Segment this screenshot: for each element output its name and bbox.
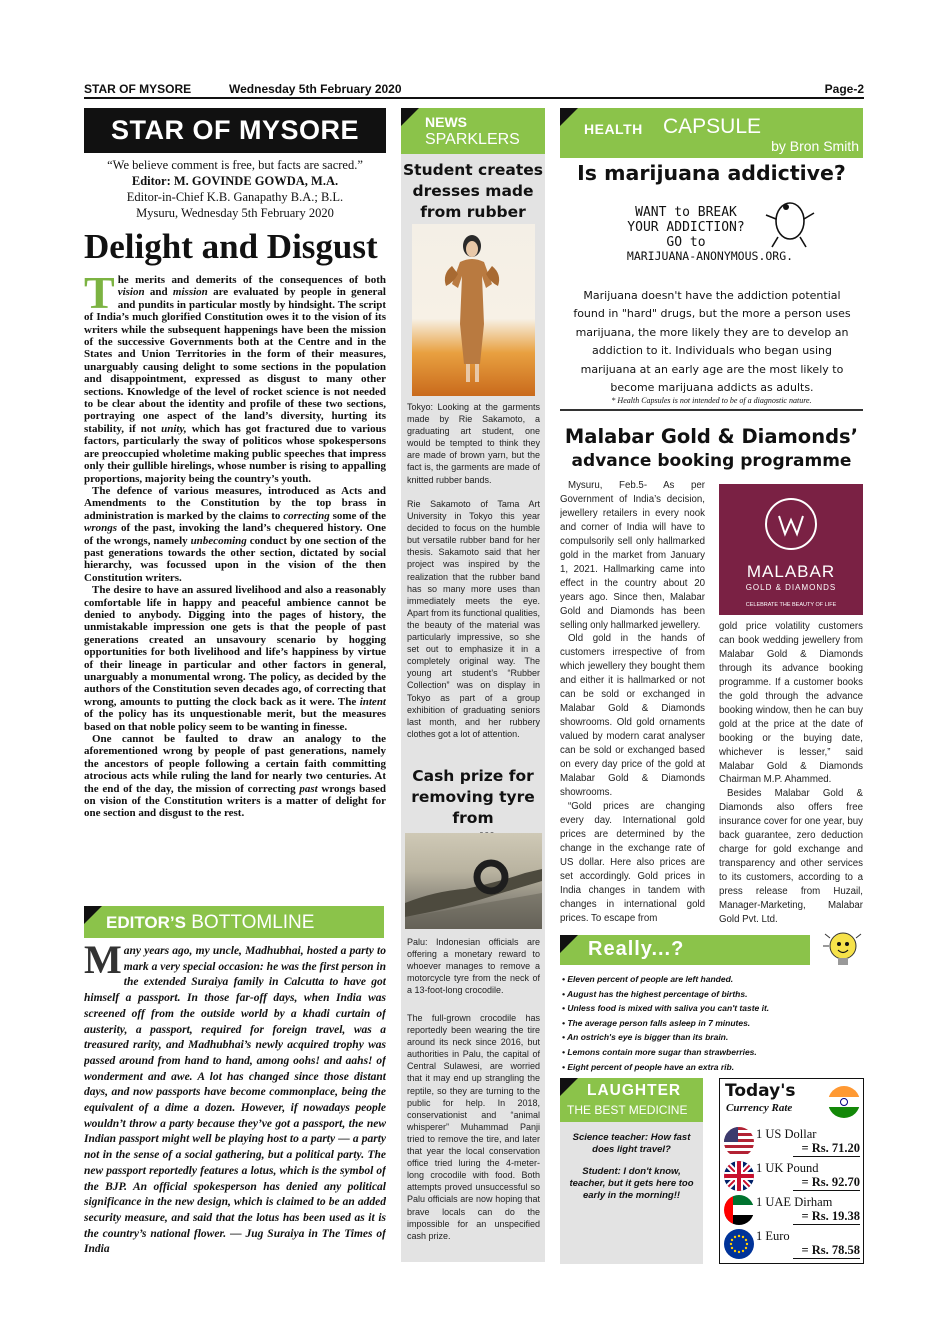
- fact-item: • Unless food is mixed with saliva you can't taste it.: [562, 1001, 862, 1016]
- currency-name: 1 Euro: [756, 1229, 790, 1243]
- headline-line-2: advance booking programme: [571, 451, 852, 471]
- uae-flag-icon: [724, 1195, 754, 1225]
- page-header: [84, 79, 864, 99]
- fact-item: • Eight percent of people have an extra rib.: [562, 1060, 862, 1075]
- masthead-info: [84, 157, 386, 221]
- header-page-number: Page-2: [824, 82, 864, 96]
- bottomline-dropcap: M: [84, 944, 122, 982]
- joke-text: [564, 1132, 699, 1202]
- fact-item: • August has the highest percentage of births.: [562, 987, 862, 1002]
- banner-label-top: LAUGHTER: [587, 1082, 682, 1099]
- malabar-logo: [719, 484, 863, 615]
- corner-mark-icon: [84, 906, 102, 924]
- laughter-banner: [560, 1078, 703, 1122]
- facts-list: [562, 972, 862, 1074]
- health-cartoon: [600, 191, 820, 283]
- rate-row-eur: [722, 1228, 862, 1262]
- header-date: Wednesday 5th February 2020: [229, 82, 402, 96]
- banner-label-bold: HEALTH: [584, 121, 643, 137]
- lightbulb-icon: [815, 928, 865, 970]
- banner-label-bottom: SPARKLERS: [425, 131, 520, 148]
- cartoon-line: GO to: [666, 235, 706, 250]
- corner-mark-icon: [560, 1078, 578, 1096]
- article-paragraph: Old gold in the hands of customers irrespective of from which jewellery they bought them and either it is hallmarked or not can be sold or exchanged in Malabar Gold & Diamonds showrooms. Old gold ornaments valued by modern carat analyser can be sold or exchanged based on every day price of the gold at Malabar Gold & Diamonds showrooms.: [560, 633, 705, 798]
- currency-value: = Rs. 78.58: [793, 1243, 860, 1259]
- rate-row-gbp: [722, 1160, 862, 1194]
- rate-row-aed: [722, 1194, 862, 1228]
- editorial-body: [84, 274, 386, 896]
- banner-label-light: CAPSULE: [663, 115, 762, 138]
- editor-line: Editor: M. GOVINDE GOWDA, M.A.: [131, 174, 339, 188]
- uk-flag-icon: [724, 1161, 754, 1191]
- story-paragraph: The full-grown crocodile has reportedly been wearing the tire around its neck since 2016, but authorities in Palu, the capital of Central Sulawesi, are worried that it may end up strangling the reptile, so they are turning to the public for help. In 2018, conservationist and “animal whisperer” Muhammad Panji tried to remove the tire, and later that year the local conservation office tried luring the 4-meter-long crocodile with food. Both attempts proved unsuccessful so Palu officials are now hoping that brave locals can do the impossible for an unspecified cash prize.: [407, 1013, 540, 1241]
- editors-bottomline-banner: [84, 906, 384, 938]
- model-figure-icon: [412, 224, 535, 396]
- health-disclaimer: * Health Capsules is not intended to be of a diagnostic nature.: [611, 396, 812, 405]
- bottomline-text: Many years ago, my uncle, Madhubhai, hosted a party to mark a very special occasion: he was the first person in the extended Suraiya family in Calcutta to have got himself a passport. In those far-off days, when India was screened off from the outside world by a khadi curtain of austerity, a passport, required for foreign travel, was a treasured rarity, and Madhubhai’s newly acquired trophy was passed around from hand to hand, among oohs! and aahs! of wonderment and awe. A lot has changed since those distant days, and now passports have become commonplace, being the equivalent of a dime a dozen. However, if nowadays people wouldn’t throw a party because they’ve got a passport, the new Indian passport might well be playing host to a party — a party not in the sense of a social gathering, but a political party. The new passport reportedly features a lotus, which is the symbol of the BJP. An official spokesperson has denied any political significance in the new design, which is claimed to be an added security measure, and said that the lotus has been used as it is the country’s national flower. — Jug Suraiya in The Times of India: [84, 944, 386, 1256]
- joke-answer: Student: I don't know, teacher, but it gets here too early in the morning!!: [569, 1166, 694, 1201]
- cartoon-creature-icon: [760, 191, 820, 251]
- article-paragraph: Mysuru, Feb.5- As per Government of India’s decision, jewellery retailers in every nook and corner of India will have to compulsorily sell only hallmarked gold in the market from January 1, 2021. Hallmarking came into effect in the country about 20 years ago. Since then, Malabar Gold and Diamonds has been selling only hallmarked jewellery.: [560, 480, 705, 631]
- banner-label-top: NEWS: [425, 114, 467, 130]
- divider: [560, 409, 863, 411]
- us-flag-icon: [724, 1127, 754, 1157]
- eu-flag-icon: [724, 1229, 754, 1259]
- editorial-paragraph: The defence of various measures, introduced as Acts and Amendments to the Constitution by the top brass in administration is marked by the claims to correcting some of the wrongs of the past, invoking the land’s chequered history. One of the wrongs, namely unbecoming conduct by one section of the past generations towards the other section, dictated by social hierarchy, was focussed upon in the vision of the then Constitution writers.: [84, 484, 386, 584]
- article-paragraph: Besides Malabar Gold & Diamonds also offers free insurance cover for one year, buy back guarantee, zero deduction charge for gold exchange and transparency and other services to its customers, according to a press release from Huzail, Manager-Marketing, Malabar Gold Pvt. Ltd.: [719, 788, 863, 926]
- headline-line-1: Malabar Gold & Diamonds’: [564, 425, 859, 448]
- malabar-logo-sub: GOLD & DIAMONDS: [745, 583, 837, 592]
- editorial-paragraph: One cannot be faulted to draw an analogy to the aforementioned wrong by people of past generations, namely the ancestors of people following a certain faith committing atrocious acts while ruling the land for nearly two centuries. At the end of the day, the mission of correcting past wrongs based on vision of the Constitution writers is a matter of delight for one section and disgust to the rest.: [84, 733, 386, 820]
- rates-subtitle: Currency Rate: [726, 1102, 793, 1114]
- article-paragraph: gold price volatility customers can book wedding jewellery from Malabar Gold & Diamonds through its advance booking programme. If a customer books the gold through the advance booking window, then he can buy gold at the price at the date of booking or the buying date, whichever is lesser,” said Malabar Gold & Diamonds Chairman M.P. Ahammed.: [719, 621, 863, 786]
- corner-mark-icon: [401, 108, 419, 126]
- currency-name: 1 UK Pound: [756, 1161, 819, 1175]
- banner-label-bottom: THE BEST MEDICINE: [567, 1103, 688, 1117]
- story-paragraph: Rie Sakamoto of Tama Art University in Tokyo this year decided to focus on the humble but versatile rubber band for her thesis. Sakamoto said that her project was inspired by the realization that the rubber band has so many more uses than immediately meets the eye. Apart from its functional qualities, the beauty of the material was particularly impressive, so she set out to emphasize it in a completely original way. The young art student’s “Rubber Collection” was on display in Tokyo as part of a group exhibition of graduating seniors last month, and her rubbery clothes got a lot of attention.: [407, 499, 540, 739]
- health-byline: by Bron Smith: [771, 138, 859, 154]
- joke-question: Science teacher: How fast does light travel?: [572, 1132, 691, 1155]
- really-banner: [560, 935, 810, 965]
- article-paragraph: “Gold prices are changing every day. International gold prices are determined by the change in the exchange rate of US dollar. Here also prices are set accordingly. Gold prices in India changes in tandem with changes in international gold prices. To escape from: [560, 800, 705, 924]
- editorial-paragraph: The merits and demerits of the consequences of both vision and mission are evaluated by people in general and pundits in particular mostly by hindsight. The script of India’s much glorified Constitution owes it to the vision of its writers while the subsequent happenings have been the mission of the successive Governments both at the Centre and in the States and Union Territories in the form of their measures, unarguably causing delight to some sections in the population and disappointment, expressed as disgust to many other sections. Knowledge of the level of rocket science is not needed to be clear about the identity and profile of these two sections, portraying one aspect of the land’s diversity, hurting its stability, if not unity, which has got fractured due to various factors, particularly the sway of politicos whose spokespersons are preoccupied wholetime making public speeches that impress only their gullible hirelings, whose number is rising to appalling proportions, majority being the country’s youth.: [84, 274, 386, 485]
- malabar-column-1: [560, 479, 705, 931]
- editorial-dropcap: T: [84, 274, 115, 318]
- rubber-dress-photo: [412, 224, 535, 396]
- news-sparklers-banner: [401, 108, 545, 154]
- currency-value: = Rs. 71.20: [793, 1141, 860, 1157]
- header-paper-name: STAR OF MYSORE: [84, 82, 192, 96]
- banner-label-bold: EDITOR’S: [106, 913, 186, 932]
- banner-label-light: BOTTOMLINE: [185, 912, 315, 933]
- corner-mark-icon: [560, 108, 578, 126]
- corner-mark-icon: [560, 935, 578, 953]
- editorial-title: Delight and Disgust: [84, 227, 378, 266]
- cartoon-line: WANT to BREAK: [635, 205, 737, 220]
- story-headline: Cash prize for removing tyre from: [411, 767, 535, 827]
- crocodile-photo: [405, 833, 542, 929]
- cartoon-line: MARIJUANA-ANONYMOUS.ORG.: [626, 249, 794, 263]
- rates-title: Today's: [725, 1081, 796, 1101]
- health-capsule-banner: [560, 108, 863, 158]
- malabar-tagline: CELEBRATE THE BEAUTY OF LIFE: [745, 602, 837, 608]
- currency-name: 1 UAE Dirham: [756, 1195, 833, 1209]
- health-body: Marijuana doesn't have the addiction potential found in "hard" drugs, but the more a person uses marijuana, the more likely they are to develop an addiction to it. Individuals who began using marijuana at an early age are the most likely to become marijuana addicts as adults.: [573, 289, 851, 395]
- india-flag-icon: [828, 1086, 860, 1118]
- malabar-headline: [560, 424, 863, 474]
- story-headline: Student creates dresses made from rubber: [403, 161, 544, 221]
- masthead-logo: STAR OF MYSORE: [84, 108, 386, 153]
- malabar-logo-name: MALABAR: [746, 562, 836, 581]
- cartoon-line: YOUR ADDICTION?: [627, 220, 745, 235]
- fact-item: • An ostrich's eye is bigger than its brain.: [562, 1030, 862, 1045]
- story-paragraph: Palu: Indonesian officials are offering a monetary reward to whoever manages to remove a motorcycle tyre from the neck of a 13-foot-long crocodile.: [407, 937, 540, 996]
- fact-item: • Eleven percent of people are left handed.: [562, 972, 862, 987]
- fact-item: • The average person falls asleep in 7 minutes.: [562, 1016, 862, 1031]
- really-label: Really...?: [588, 938, 685, 960]
- malabar-m-emblem-icon: [763, 496, 819, 552]
- motto: “We believe comment is free, but facts are sacred.”: [107, 158, 363, 172]
- editorial-paragraph: The desire to have an assured livelihood and also a reasonably comfortable life in happy and peaceful ambience cannot be denied to anybody. Digging into the pages of history, the unmistakable impression one gets is that the people of past generations created an unsavoury scenario by hogging opportunities for both livelihood and life’s happiness by virtue of their lineage in particular and other factors in general, unarguably a monumental wrong. The policy, as decided by the authors of the Constitution seven decades ago, of correcting that wrong, amounts to putting the clock back as it were. The intent of the policy has its unquestionable merit, but the measures based on that noble policy seem to be wanting in finesse.: [84, 584, 386, 733]
- rate-row-usd: [722, 1126, 862, 1160]
- health-question: Is marijuana addictive?: [577, 161, 846, 185]
- currency-name: 1 US Dollar: [756, 1127, 817, 1141]
- fact-item: • Lemons contain more sugar than strawberries.: [562, 1045, 862, 1060]
- editor-in-chief-line: Editor-in-Chief K.B. Ganapathy B.A.; B.L.: [126, 190, 344, 204]
- malabar-column-2: [719, 620, 863, 931]
- story-paragraph: Tokyo: Looking at the garments made by Rie Sakamoto, a graduating art student, one would be tempted to think they are made of brown yarn, but the fact is, the garments are made of knitted rubber bands.: [407, 402, 540, 485]
- currency-value: = Rs. 19.38: [793, 1209, 860, 1225]
- currency-value: = Rs. 92.70: [793, 1175, 860, 1191]
- dateline: Mysuru, Wednesday 5th February 2020: [136, 206, 334, 220]
- crocodile-icon: [405, 833, 542, 929]
